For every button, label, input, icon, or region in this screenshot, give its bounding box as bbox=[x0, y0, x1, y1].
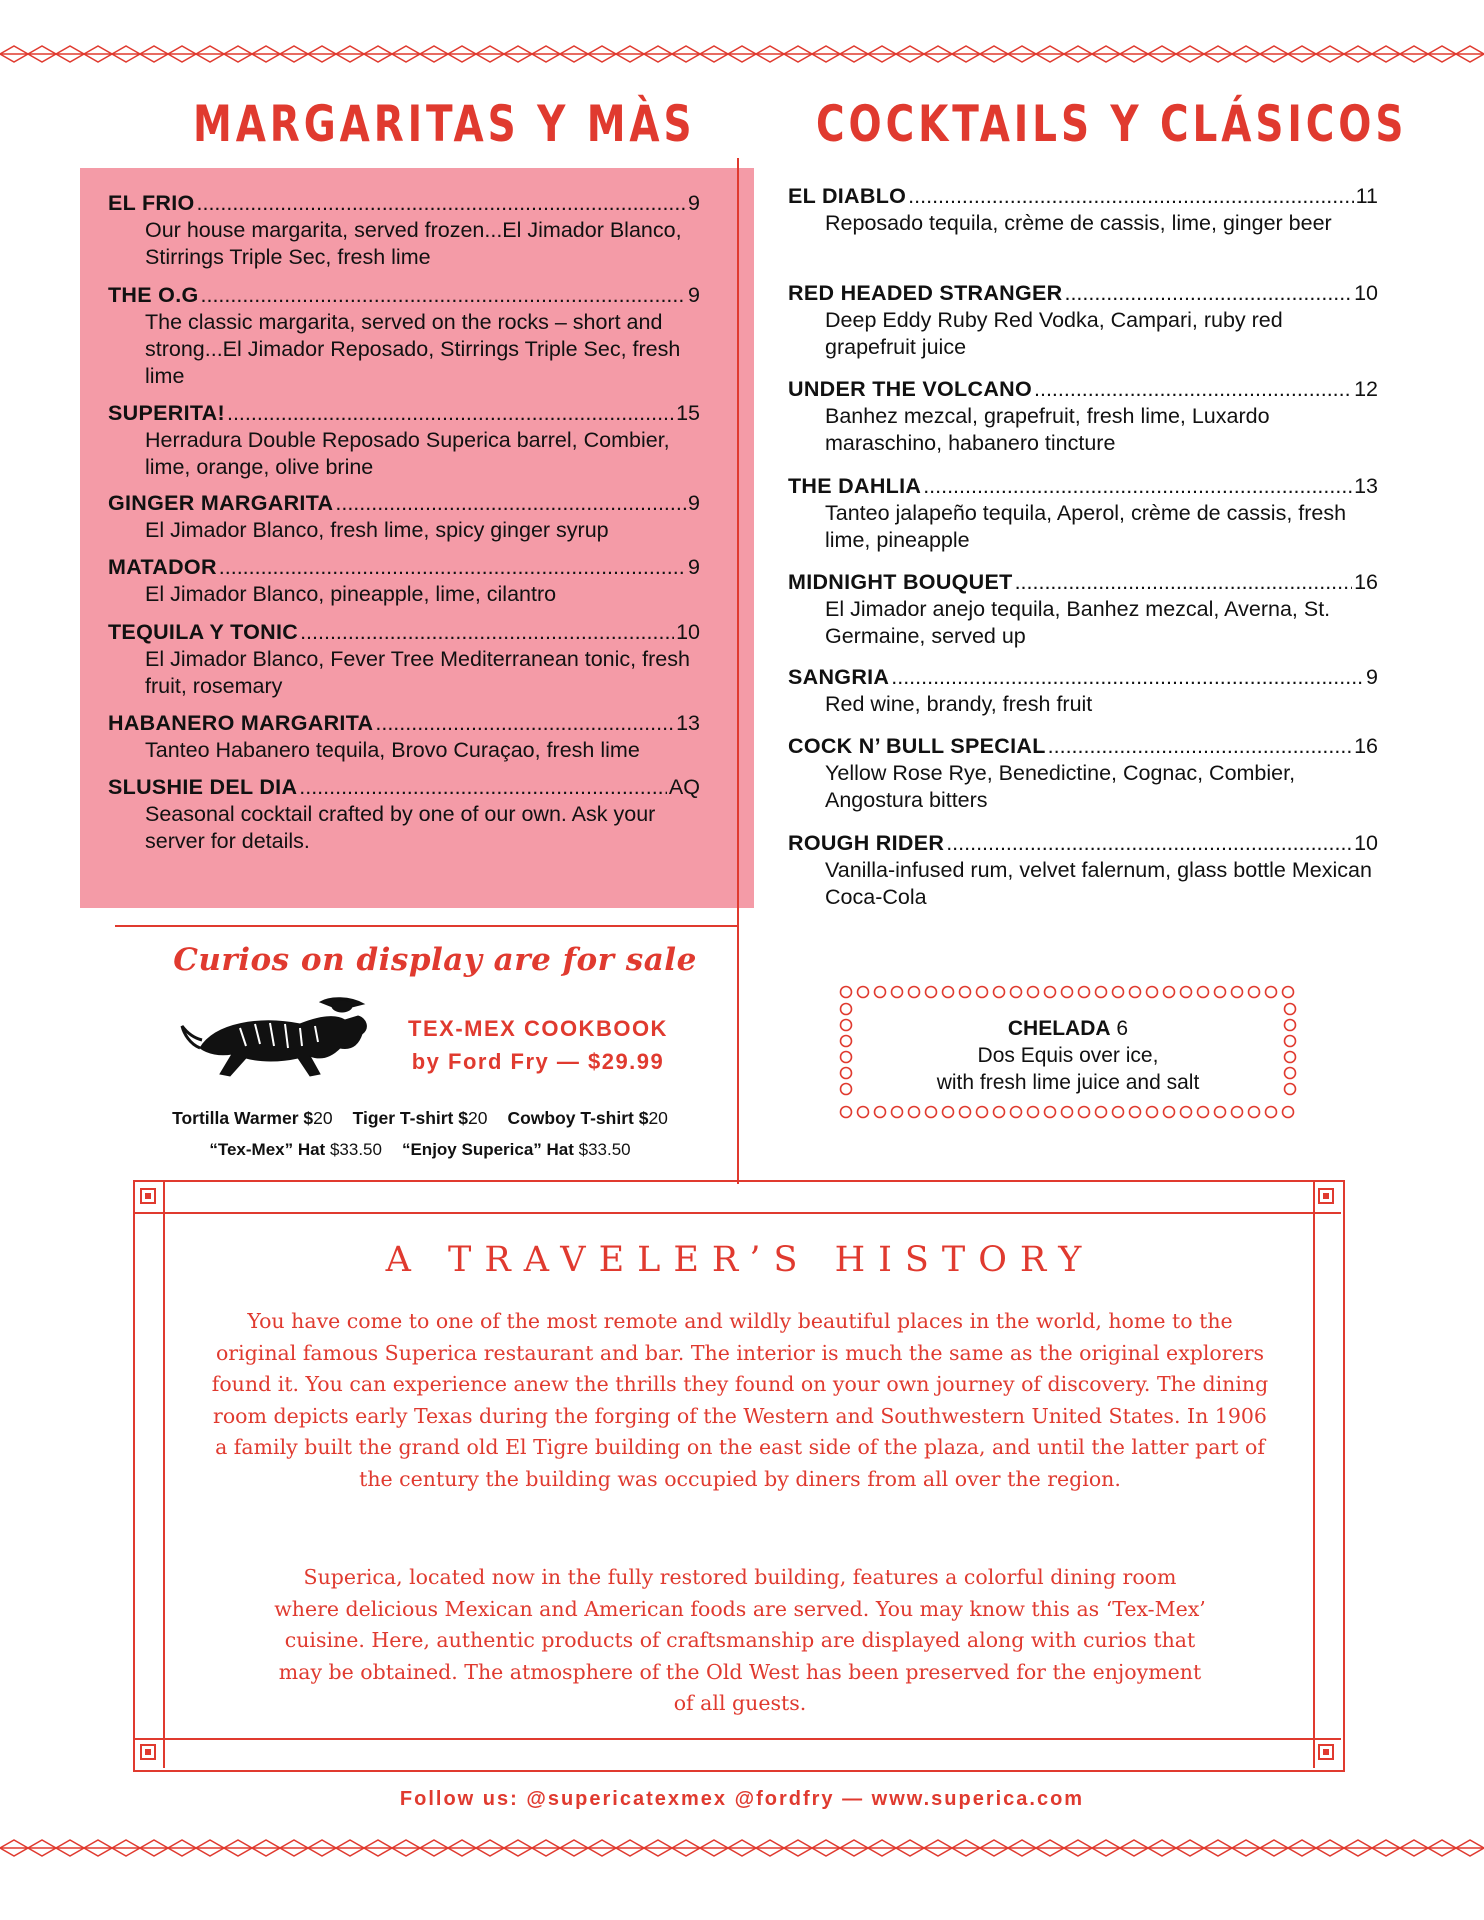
dot-leader bbox=[227, 400, 674, 427]
menu-item bbox=[108, 619, 700, 700]
menu-item bbox=[788, 280, 1378, 361]
chelada-card bbox=[838, 1015, 1298, 1096]
dot-leader bbox=[335, 490, 686, 517]
menu-item bbox=[788, 569, 1378, 650]
menu-item-name: TEQUILA Y TONIC bbox=[108, 620, 299, 644]
merch-item bbox=[209, 1140, 382, 1159]
menu-item-description: Tanteo jalapeño tequila, Aperol, crème de cassis, fresh lime, pineapple bbox=[825, 501, 1347, 552]
menu-item bbox=[108, 554, 700, 608]
dot-leader bbox=[197, 190, 687, 217]
dot-leader bbox=[908, 183, 1354, 210]
menu-item-description: El Jimador Blanco, pineapple, lime, cilantro bbox=[145, 582, 557, 606]
merch-price: 20 bbox=[648, 1108, 668, 1128]
margaritas-title: MARGARITAS Y MÀS bbox=[193, 95, 696, 153]
menu-item-name: SANGRIA bbox=[788, 665, 890, 689]
menu-item-name: MIDNIGHT BOUQUET bbox=[788, 570, 1013, 594]
menu-item-header bbox=[788, 830, 1378, 857]
dot-leader bbox=[219, 554, 686, 581]
menu-item-description: Seasonal cocktail crafted by one of our own. Ask your server for details. bbox=[145, 802, 656, 853]
curios-rule bbox=[115, 925, 739, 927]
dot-leader bbox=[1064, 280, 1352, 307]
dot-leader bbox=[946, 830, 1352, 857]
history-paragraph-1: You have come to one of the most remote and wildly beautiful places in the world, home to the original famous Superica restaurant and bar. The interior is much the same as the original explorers found it. You can experience anew the thrills they found on your own journey of discovery. The dining room depicts early Texas during the forging of the Western and Southwestern United States. In 1906 a family built the grand old El Tigre building on the east side of the plaza, and until the latter part of the century the building was occupied by diners from all over the region. bbox=[211, 1309, 1269, 1491]
menu-item-header bbox=[788, 664, 1378, 691]
merch-price: 20 bbox=[467, 1108, 488, 1128]
menu-item-header bbox=[788, 733, 1378, 760]
menu-item-description: The classic margarita, served on the rocks – short and strong...El Jimador Reposado, Stirrings Triple Sec, fresh lime bbox=[145, 310, 681, 388]
corner-ornament bbox=[1318, 1188, 1334, 1204]
menu-item bbox=[788, 830, 1378, 911]
menu-item-name: EL DIABLO bbox=[788, 184, 907, 208]
menu-item-header bbox=[108, 774, 700, 801]
menu-item-price: 12 bbox=[1354, 377, 1378, 401]
corner-ornament bbox=[1318, 1744, 1334, 1760]
menu-item-price: 13 bbox=[1354, 474, 1378, 498]
menu-item-name: SLUSHIE DEL DIA bbox=[108, 775, 298, 799]
dot-leader bbox=[1015, 569, 1353, 596]
merch-row-1 bbox=[80, 1108, 760, 1129]
menu-item-header bbox=[788, 183, 1378, 210]
menu-item-header bbox=[788, 569, 1378, 596]
menu-item bbox=[108, 490, 700, 544]
menu-item-header bbox=[788, 473, 1378, 500]
menu-item-price: 9 bbox=[688, 491, 700, 515]
curios-heading: Curios on display are for sale bbox=[173, 942, 697, 978]
column-divider bbox=[737, 158, 739, 1184]
menu-item bbox=[788, 473, 1378, 554]
menu-item-header bbox=[108, 282, 700, 309]
menu-item-description: Our house margarita, served frozen...El Jimador Blanco, Stirrings Triple Sec, fresh lime bbox=[145, 218, 682, 269]
dot-leader bbox=[923, 473, 1352, 500]
menu-item-price: 15 bbox=[676, 401, 700, 425]
cookbook-promo bbox=[388, 1012, 688, 1078]
merch-name: “Tex-Mex” Hat bbox=[209, 1140, 326, 1159]
merch-row-2 bbox=[80, 1140, 760, 1160]
merch-price: 20 bbox=[313, 1108, 333, 1128]
menu-item-price: 9 bbox=[688, 555, 700, 579]
menu-item-name: UNDER THE VOLCANO bbox=[788, 377, 1032, 401]
cocktails-title: COCKTAILS Y CLÁSICOS bbox=[816, 95, 1408, 153]
footer-social: Follow us: @supericatexmex @fordfry — www.superica.com bbox=[399, 1788, 1085, 1810]
menu-item-description: El Jimador anejo tequila, Banhez mezcal, Averna, St. Germaine, served up bbox=[825, 597, 1331, 648]
menu-item-name: RED HEADED STRANGER bbox=[788, 281, 1063, 305]
history-title: A TRAVELER’S HISTORY bbox=[385, 1240, 1095, 1280]
menu-item-price: 9 bbox=[688, 191, 700, 215]
merch-item bbox=[172, 1108, 332, 1128]
menu-item-description: Deep Eddy Ruby Red Vodka, Campari, ruby red grapefruit juice bbox=[825, 308, 1283, 359]
cookbook-author-price: by Ford Fry — $29.99 bbox=[411, 1049, 665, 1074]
menu-item-price: AQ bbox=[668, 775, 700, 799]
tiger-illustration bbox=[180, 988, 380, 1088]
menu-item bbox=[108, 710, 700, 764]
dot-leader bbox=[375, 710, 674, 737]
menu-item bbox=[788, 664, 1378, 718]
chelada-line-1: Dos Equis over ice, bbox=[977, 1044, 1159, 1067]
menu-item bbox=[108, 400, 700, 481]
menu-item-name: MATADOR bbox=[108, 555, 217, 579]
dot-leader bbox=[1048, 733, 1352, 760]
merch-price: $33.50 bbox=[578, 1140, 631, 1159]
menu-item-description: El Jimador Blanco, fresh lime, spicy ginger syrup bbox=[145, 518, 609, 542]
menu-item-description: Vanilla-infused rum, velvet falernum, glass bottle Mexican Coca-Cola bbox=[825, 858, 1372, 909]
menu-item-price: 10 bbox=[1354, 281, 1378, 305]
menu-item bbox=[788, 183, 1378, 237]
merch-item bbox=[353, 1108, 488, 1128]
menu-item-header bbox=[108, 619, 700, 646]
merch-item bbox=[402, 1140, 631, 1159]
chelada-name: CHELADA bbox=[1007, 1017, 1111, 1040]
menu-item-description: Tanteo Habanero tequila, Brovo Curaçao, fresh lime bbox=[145, 738, 640, 762]
menu-item-header bbox=[108, 710, 700, 737]
chelada-price: 6 bbox=[1116, 1017, 1129, 1040]
dot-leader bbox=[201, 282, 687, 309]
merch-name: Cowboy T-shirt $ bbox=[507, 1108, 649, 1128]
dot-leader bbox=[891, 664, 1364, 691]
menu-item-description: Herradura Double Reposado Superica barrel, Combier, lime, orange, olive brine bbox=[145, 428, 670, 479]
chelada-line-2: with fresh lime juice and salt bbox=[936, 1071, 1200, 1094]
menu-item-price: 9 bbox=[1366, 665, 1378, 689]
menu-item-name: HABANERO MARGARITA bbox=[108, 711, 374, 735]
top-border-ornament bbox=[0, 42, 1484, 66]
dot-leader bbox=[1034, 376, 1352, 403]
corner-ornament bbox=[140, 1744, 156, 1760]
menu-item bbox=[788, 733, 1378, 814]
menu-item-description: Banhez mezcal, grapefruit, fresh lime, Luxardo maraschino, habanero tincture bbox=[825, 404, 1270, 455]
menu-item-description: Yellow Rose Rye, Benedictine, Cognac, Combier, Angostura bitters bbox=[825, 761, 1296, 812]
menu-item-header bbox=[108, 554, 700, 581]
menu-item-header bbox=[108, 490, 700, 517]
menu-item-price: 10 bbox=[1354, 831, 1378, 855]
menu-item-name: COCK N’ BULL SPECIAL bbox=[788, 734, 1046, 758]
menu-item-price: 16 bbox=[1354, 570, 1378, 594]
menu-item-name: GINGER MARGARITA bbox=[108, 491, 334, 515]
history-paragraph-2: Superica, located now in the fully restored building, features a colorful dining room where delicious Mexican and American foods are served. You may know this as ‘Tex-Mex’ cuisine. Here, authentic products of craftsmanship are displayed along with curios that may be obtained. The atmosphere of the Old West has been preserved for the enjoyment of all guests. bbox=[274, 1565, 1206, 1715]
menu-item-header bbox=[108, 190, 700, 217]
merch-name: “Enjoy Superica” Hat bbox=[401, 1140, 574, 1159]
menu-item-price: 16 bbox=[1354, 734, 1378, 758]
menu-item-price: 11 bbox=[1355, 184, 1378, 208]
bottom-border-ornament bbox=[0, 1836, 1484, 1860]
menu-item-name: ROUGH RIDER bbox=[788, 831, 945, 855]
menu-item-price: 13 bbox=[676, 711, 700, 735]
menu-item-description: Reposado tequila, crème de cassis, lime, ginger beer bbox=[825, 211, 1332, 235]
menu-item-description: El Jimador Blanco, Fever Tree Mediterranean tonic, fresh fruit, rosemary bbox=[145, 647, 690, 698]
menu-item-price: 10 bbox=[676, 620, 700, 644]
menu-item bbox=[108, 282, 700, 390]
merch-name: Tiger T-shirt $ bbox=[352, 1108, 468, 1128]
menu-item-description: Red wine, brandy, fresh fruit bbox=[825, 692, 1093, 716]
menu-item-price: 9 bbox=[688, 283, 700, 307]
dot-leader bbox=[300, 619, 674, 646]
menu-item-name: EL FRIO bbox=[108, 191, 195, 215]
menu-item-header bbox=[788, 280, 1378, 307]
merch-item bbox=[507, 1108, 667, 1128]
menu-item-name: THE O.G bbox=[108, 283, 199, 307]
dot-leader bbox=[299, 774, 667, 801]
menu-item bbox=[108, 774, 700, 855]
menu-item bbox=[108, 190, 700, 271]
menu-item bbox=[788, 376, 1378, 457]
cookbook-title: TEX-MEX COOKBOOK bbox=[408, 1016, 668, 1041]
menu-item-header bbox=[788, 376, 1378, 403]
corner-ornament bbox=[140, 1188, 156, 1204]
merch-name: Tortilla Warmer $ bbox=[172, 1108, 314, 1128]
menu-item-name: SUPERITA! bbox=[108, 401, 225, 425]
menu-item-header bbox=[108, 400, 700, 427]
menu-item-name: THE DAHLIA bbox=[788, 474, 922, 498]
merch-price: $33.50 bbox=[329, 1140, 382, 1159]
